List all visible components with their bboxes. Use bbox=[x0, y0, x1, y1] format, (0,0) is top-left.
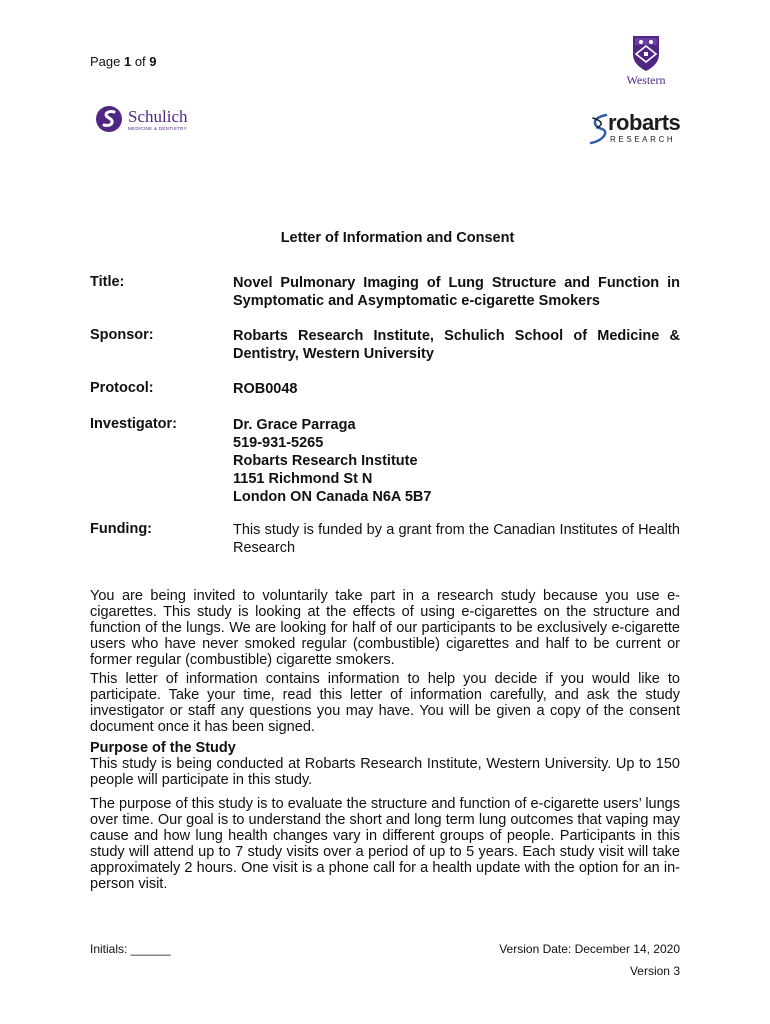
robarts-wordmark: robarts bbox=[608, 110, 681, 135]
western-logo bbox=[618, 34, 674, 88]
robarts-helix-icon bbox=[588, 112, 610, 146]
title-label: Title: bbox=[90, 274, 125, 290]
sponsor-label: Sponsor: bbox=[90, 327, 154, 343]
western-crest-icon bbox=[631, 34, 661, 72]
investigator-street: 1151 Richmond St N bbox=[233, 471, 373, 487]
page-number bbox=[90, 54, 157, 69]
version-date: Version Date: December 14, 2020 bbox=[499, 942, 680, 956]
investigator-name: Dr. Grace Parraga bbox=[233, 417, 356, 433]
investigator-city: London ON Canada N6A 5B7 bbox=[233, 489, 432, 505]
page-current: 1 bbox=[123, 54, 132, 69]
purpose-section bbox=[90, 740, 680, 788]
sponsor-line-2: Dentistry, Western University bbox=[233, 346, 434, 362]
title-line-2: Symptomatic and Asymptomatic e-cigarette Smokers bbox=[233, 293, 600, 309]
page-total: 9 bbox=[149, 54, 157, 69]
funding-label: Funding: bbox=[90, 521, 153, 537]
western-wordmark: Western bbox=[626, 73, 666, 87]
page-of: of bbox=[131, 54, 150, 69]
funding-value: This study is funded by a grant from the Canadian Institutes of Health Research bbox=[233, 522, 680, 556]
info-paragraph: This letter of information contains information to help you decide if you would like to participate. Take your time, read this letter of information carefully, and ask the study investigator or staff any questions you may have. You will be given a copy of the consent document once it has been signed. bbox=[90, 671, 680, 735]
title-value bbox=[233, 274, 680, 310]
schulich-wordmark: Schulich bbox=[128, 107, 188, 126]
investigator-org: Robarts Research Institute bbox=[233, 453, 418, 469]
purpose-heading: Purpose of the Study bbox=[90, 740, 236, 756]
protocol-value bbox=[233, 380, 680, 398]
investigator-label: Investigator: bbox=[90, 416, 178, 432]
schulich-subtitle: MEDICINE & DENTISTRY bbox=[128, 126, 187, 131]
page-prefix: Page bbox=[90, 54, 124, 69]
goal-paragraph: The purpose of this study is to evaluate the structure and function of e-cigarette users’ lungs over time. Our goal is to understand the short and long term lung outcomes that vaping may cause and how lung health changes vary in different groups of people. Participants in this study will attend up to 7 study visits over a period of up to 5 years. Each study visit will take approximately 2 hours. One visit is a phone call for a health update with the option for an in-person visit. bbox=[90, 796, 680, 892]
initials-field: Initials: ______ bbox=[90, 942, 171, 956]
investigator-value bbox=[233, 416, 680, 506]
schulich-logo bbox=[95, 103, 195, 135]
investigator-phone: 519-931-5265 bbox=[233, 435, 324, 451]
schulich-emblem-icon bbox=[95, 103, 127, 135]
document-title: Letter of Information and Consent bbox=[280, 230, 515, 246]
sponsor-value bbox=[233, 327, 680, 363]
robarts-logo bbox=[588, 112, 683, 148]
protocol-number: ROB0048 bbox=[233, 381, 298, 397]
version-number: Version 3 bbox=[629, 964, 680, 978]
intro-paragraph: You are being invited to voluntarily take part in a research study because you use e-cigarettes. This study is looking at the effects of using e-cigarettes on the structure and function of the lungs. We are looking for half of our participants to be exclusively e-cigarette users who have never smoked regular (combustible) cigarettes and half to be current or former regular (combustible) cigarette smokers. bbox=[90, 588, 680, 668]
protocol-label: Protocol: bbox=[90, 380, 154, 396]
title-line-1: Novel Pulmonary Imaging of Lung Structure and Function in bbox=[233, 275, 680, 291]
purpose-paragraph: This study is being conducted at Robarts Research Institute, Western University. Up to 150 people will participate in this study. bbox=[90, 756, 680, 788]
sponsor-line-1: Robarts Research Institute, Schulich School of Medicine & bbox=[233, 328, 680, 344]
robarts-subtitle: RESEARCH bbox=[610, 135, 676, 144]
